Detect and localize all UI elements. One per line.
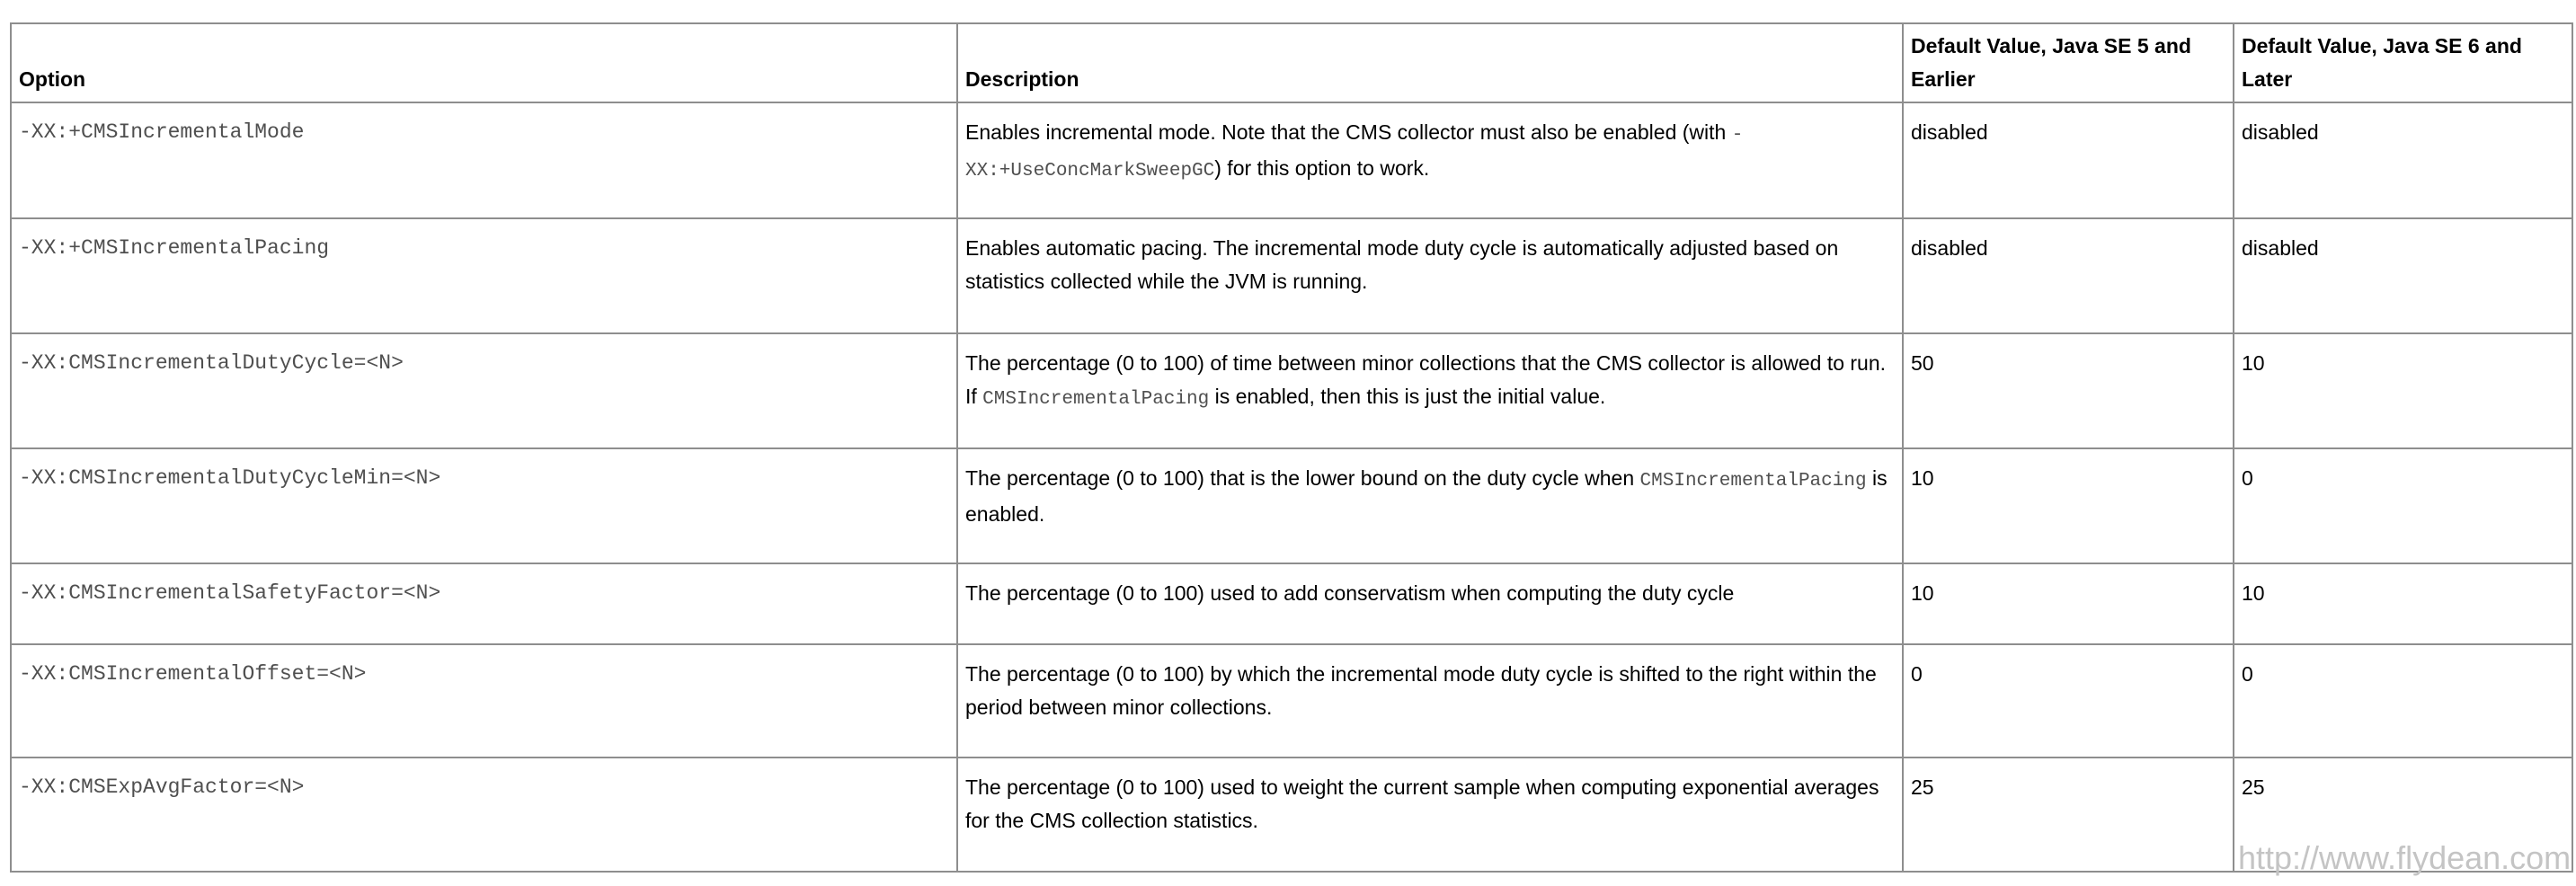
- default-java5: disabled: [1903, 218, 2234, 333]
- default-java6: 10: [2234, 333, 2572, 448]
- table-row: [11, 644, 2572, 758]
- option-description: [957, 758, 1903, 872]
- default-java6: 25: [2234, 758, 2572, 872]
- default-java6: 0: [2234, 644, 2572, 758]
- description-code: CMSIncrementalPacing: [982, 389, 1210, 410]
- default-java5: 10: [1903, 563, 2234, 644]
- description-code: -XX:+UseConcMarkSweepGC: [965, 125, 1744, 182]
- header-default-java5: Default Value, Java SE 5 and Earlier: [1903, 23, 2234, 102]
- default-java6: disabled: [2234, 102, 2572, 218]
- watermark-url: http://www.flydean.com: [2238, 839, 2572, 876]
- default-java6: 0: [2234, 448, 2572, 563]
- option-description: [957, 448, 1903, 563]
- table-row: [11, 218, 2572, 333]
- header-option: Option: [11, 23, 957, 102]
- table-row: [11, 758, 2572, 872]
- option-name: -XX:CMSIncrementalOffset=<N>: [11, 644, 957, 758]
- description-text-tail: is enabled.: [965, 466, 1888, 526]
- default-java5: 0: [1903, 644, 2234, 758]
- default-java5: 50: [1903, 333, 2234, 448]
- description-text: The percentage (0 to 100) by which the incremental mode duty cycle is shifted to the right within the period between minor collections.: [965, 662, 1877, 719]
- option-name: -XX:CMSIncrementalDutyCycle=<N>: [11, 333, 957, 448]
- default-java5: 10: [1903, 448, 2234, 563]
- default-java5: disabled: [1903, 102, 2234, 218]
- option-description: [957, 563, 1903, 644]
- description-text: The percentage (0 to 100) used to weight the current sample when computing exponential averages for the CMS collection statistics.: [965, 775, 1879, 832]
- description-text-tail: ) for this option to work.: [1214, 156, 1430, 180]
- option-name: -XX:CMSIncrementalSafetyFactor=<N>: [11, 563, 957, 644]
- option-name: -XX:CMSIncrementalDutyCycleMin=<N>: [11, 448, 957, 563]
- cms-options-table: [10, 22, 2573, 873]
- option-description: [957, 102, 1903, 218]
- header-default-java6: Default Value, Java SE 6 and Later: [2234, 23, 2572, 102]
- description-code: CMSIncrementalPacing: [1639, 471, 1867, 492]
- option-description: [957, 644, 1903, 758]
- header-description: Description: [957, 23, 1903, 102]
- option-description: [957, 218, 1903, 333]
- description-text-tail: is enabled, then this is just the initial value.: [1209, 385, 1606, 408]
- table-row: [11, 563, 2572, 644]
- description-text: Enables automatic pacing. The incremental mode duty cycle is automatically adjusted based on statistics collected while the JVM is running.: [965, 236, 1839, 293]
- default-java6: 10: [2234, 563, 2572, 644]
- option-name: -XX:CMSExpAvgFactor=<N>: [11, 758, 957, 872]
- table-header-row: [11, 23, 2572, 102]
- description-text: The percentage (0 to 100) of time between minor collections that the CMS collector is allowed to run. If: [965, 351, 1887, 408]
- description-text: The percentage (0 to 100) that is the lower bound on the duty cycle when: [965, 466, 1640, 490]
- table-row: [11, 333, 2572, 448]
- option-description: [957, 333, 1903, 448]
- option-name: -XX:+CMSIncrementalMode: [11, 102, 957, 218]
- default-java6: disabled: [2234, 218, 2572, 333]
- default-java5: 25: [1903, 758, 2234, 872]
- description-text: Enables incremental mode. Note that the CMS collector must also be enabled (with: [965, 120, 1732, 144]
- table-row: [11, 102, 2572, 218]
- description-text: The percentage (0 to 100) used to add conservatism when computing the duty cycle: [965, 581, 1735, 605]
- table-row: [11, 448, 2572, 563]
- option-name: -XX:+CMSIncrementalPacing: [11, 218, 957, 333]
